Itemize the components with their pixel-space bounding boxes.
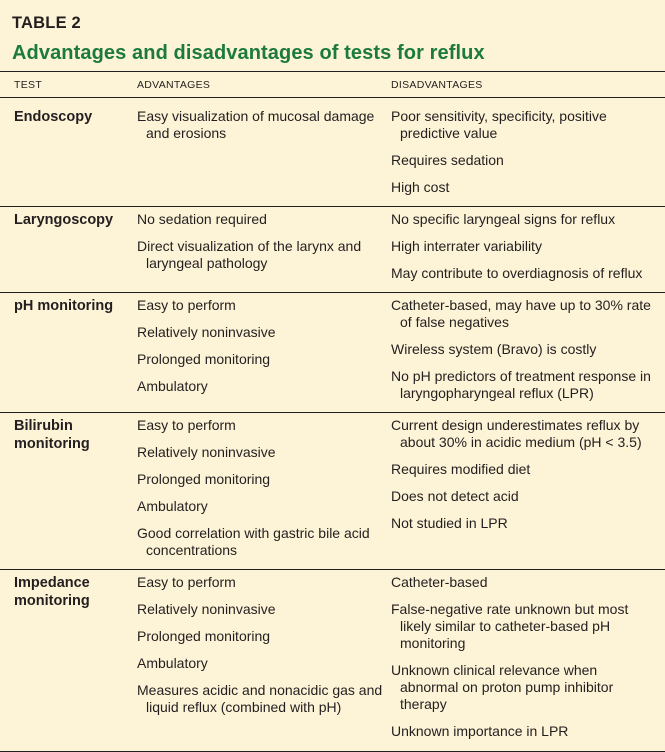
advantage-item: Ambulatory xyxy=(137,378,208,394)
advantages-cell xyxy=(137,211,383,282)
disadvantage-item: No pH predictors of treatment response in laryngopharyngeal reflux (LPR) xyxy=(391,368,651,401)
disadvantage-item: Unknown importance in LPR xyxy=(391,723,569,739)
disadvantage-item: Unknown clinical relevance when abnormal on proton pump inhibitor therapy xyxy=(391,662,614,712)
advantage-item: Easy to perform xyxy=(137,297,236,313)
table-row xyxy=(0,569,665,750)
disadvantage-item: May contribute to overdiagnosis of reflux xyxy=(391,265,643,281)
table-row xyxy=(0,104,665,206)
table-body xyxy=(0,104,665,750)
header-disadvantages: DISADVANTAGES xyxy=(391,79,483,91)
disadvantages-cell xyxy=(391,297,653,402)
test-name: Impedance monitoring xyxy=(14,575,90,609)
disadvantage-item: High interrater variability xyxy=(391,238,542,254)
disadvantages-cell xyxy=(391,108,653,196)
advantage-item: Measures acidic and nonacidic gas and liquid reflux (combined with pH) xyxy=(137,682,383,715)
header-test: TEST xyxy=(14,79,43,91)
disadvantage-item: Poor sensitivity, specificity, positive predictive value xyxy=(391,108,607,141)
disadvantage-item: High cost xyxy=(391,179,450,195)
table-row xyxy=(0,206,665,292)
advantage-item: Easy visualization of mucosal damage and erosions xyxy=(137,108,375,141)
disadvantage-item: Not studied in LPR xyxy=(391,515,508,531)
advantages-cell xyxy=(137,574,383,740)
disadvantages-cell xyxy=(391,417,653,559)
disadvantage-item: Requires sedation xyxy=(391,152,504,168)
test-name: Bilirubin monitoring xyxy=(14,418,90,452)
disadvantage-item: Catheter-based, may have up to 30% rate of false negatives xyxy=(391,297,651,330)
test-name: Endoscopy xyxy=(14,109,93,125)
test-name: pH monitoring xyxy=(14,298,114,314)
advantage-item: Prolonged monitoring xyxy=(137,628,271,644)
header-advantages: ADVANTAGES xyxy=(137,79,211,91)
advantage-item: Relatively noninvasive xyxy=(137,444,276,460)
advantage-item: Ambulatory xyxy=(137,498,208,514)
advantage-item: No sedation required xyxy=(137,211,267,227)
advantage-item: Prolonged monitoring xyxy=(137,351,271,367)
advantage-item: Relatively noninvasive xyxy=(137,324,276,340)
disadvantage-item: No specific laryngeal signs for reflux xyxy=(391,211,616,227)
table-title: Advantages and disadvantages of tests for reflux xyxy=(12,42,485,64)
test-name: Laryngoscopy xyxy=(14,212,114,228)
top-rule xyxy=(0,71,665,72)
disadvantage-item: Does not detect acid xyxy=(391,488,519,504)
disadvantage-item: Catheter-based xyxy=(391,574,488,590)
advantages-cell xyxy=(137,297,383,402)
table-row xyxy=(0,412,665,569)
table-label: TABLE 2 xyxy=(12,14,81,32)
advantage-item: Direct visualization of the larynx and laryngeal pathology xyxy=(137,238,362,271)
advantage-item: Relatively noninvasive xyxy=(137,601,276,617)
disadvantages-cell xyxy=(391,211,653,282)
advantages-cell xyxy=(137,417,383,559)
advantage-item: Good correlation with gastric bile acid concentrations xyxy=(137,525,370,558)
advantages-cell xyxy=(137,108,383,196)
disadvantage-item: Requires modified diet xyxy=(391,461,531,477)
disadvantages-cell xyxy=(391,574,653,740)
header-rule xyxy=(0,97,665,98)
disadvantage-item: Wireless system (Bravo) is costly xyxy=(391,341,597,357)
advantage-item: Prolonged monitoring xyxy=(137,471,271,487)
disadvantage-item: False-negative rate unknown but most likely similar to catheter-based pH monitoring xyxy=(391,601,629,651)
table-row xyxy=(0,292,665,412)
advantage-item: Easy to perform xyxy=(137,574,236,590)
advantage-item: Ambulatory xyxy=(137,655,208,671)
advantage-item: Easy to perform xyxy=(137,417,236,433)
disadvantage-item: Current design underestimates reflux by about 30% in acidic medium (pH < 3.5) xyxy=(391,417,642,450)
